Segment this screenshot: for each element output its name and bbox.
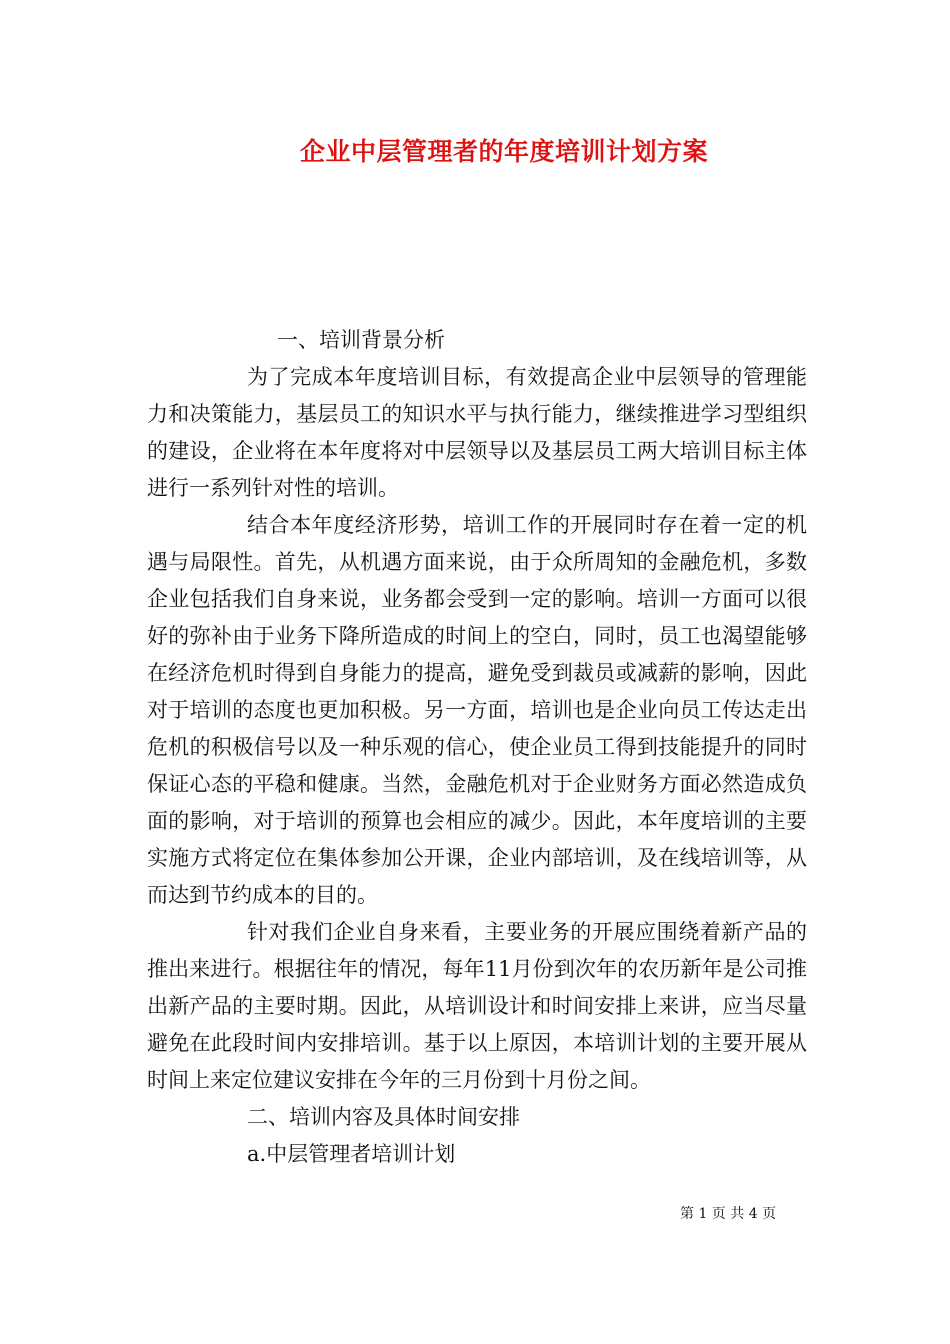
page-number-footer: 第 1 页 共 4 页: [680, 1206, 777, 1222]
document-title: 企业中层管理者的年度培训计划方案: [300, 137, 709, 166]
paragraph-economic-situation: 结合本年度经济形势，培训工作的开展同时存在着一定的机遇与局限性。首先，从机遇方面来说，由于众所周知的金融危机，多数企业包括我们自身来说，业务都会受到一定的影响。培训一方面可以很好的弥补由于业务下降所造成的时间上的空白，同时，员工也渴望能够在经济危机时得到自身能力的提高，避免受到裁员或减薪的影响，因此对于培训的态度也更加积极。另一方面，培训也是企业向员工传达走出危机的积极信号以及一种乐观的信心，使企业员工得到技能提升的同时保证心态的平稳和健康。当然，金融危机对于企业财务方面必然造成负面的影响，对于培训的预算也会相应的减少。因此，本年度培训的主要实施方式将定位在集体参加公开课，企业内部培训，及在线培训等，从而达到节约成本的目的。: [147, 513, 807, 907]
subsection-middle-manager-plan: a.中层管理者培训计划: [247, 1142, 456, 1166]
document-body: [147, 322, 807, 1173]
section-heading-background: 一、培训背景分析: [277, 328, 445, 352]
paragraph-training-goals: 为了完成本年度培训目标，有效提高企业中层领导的管理能力和决策能力，基层员工的知识水平与执行能力，继续推进学习型组织的建设，企业将在本年度将对中层领导以及基层员工两大培训目标主体进行一系列针对性的培训。: [147, 365, 807, 500]
paragraph-business-schedule: 针对我们企业自身来看，主要业务的开展应围绕着新产品的推出来进行。根据往年的情况，每年11月份到次年的农历新年是公司推出新产品的主要时期。因此，从培训设计和时间安排上来讲，应当尽量避免在此段时间内安排培训。基于以上原因，本培训计划的主要开展从时间上来定位建议安排在今年的三月份到十月份之间。: [147, 920, 807, 1092]
section-heading-content-schedule: 二、培训内容及具体时间安排: [247, 1105, 520, 1129]
